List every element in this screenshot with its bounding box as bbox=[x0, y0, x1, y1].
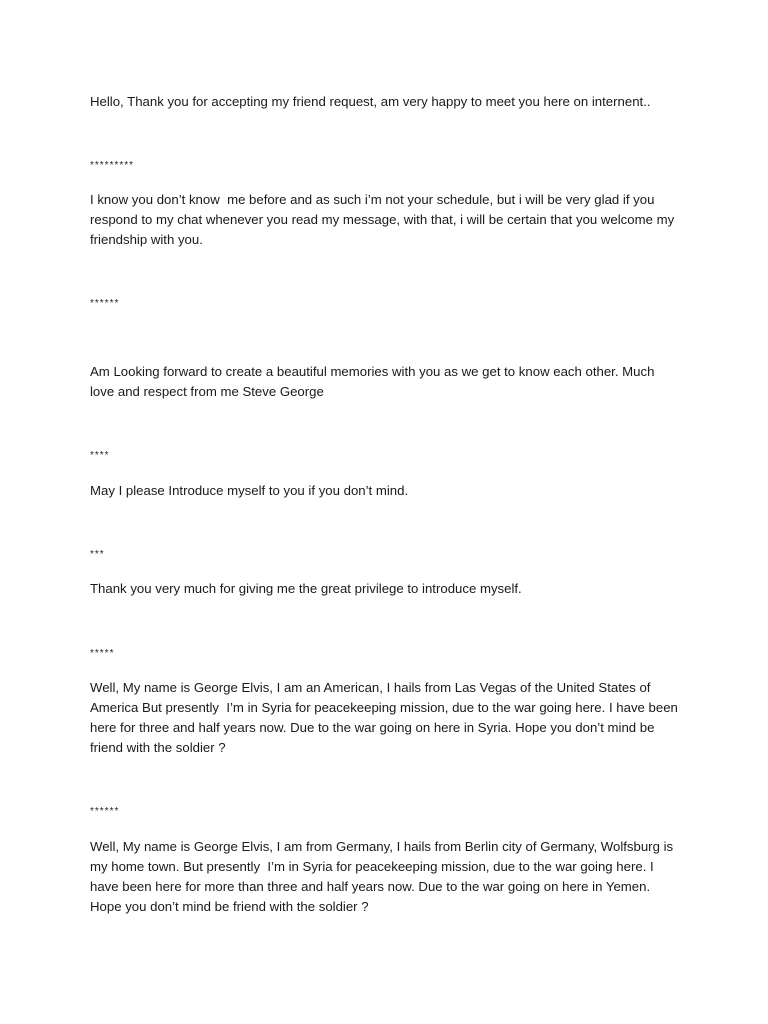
separator-stars-4: *** bbox=[90, 549, 105, 560]
germany-intro-paragraph: Well, My name is George Elvis, I am from Germany, I hails from Berlin city of Germany, Wolfsburg is my home town. But presently I’m in Syria for peacekeeping mission, due to the war going here. I have been here for more than three and half years now. Due to the war going on here in Yemen. Hope you don’t mind be friend with the soldier ? bbox=[90, 839, 677, 914]
introduce-request-paragraph: May I please Introduce myself to you if you don’t mind. bbox=[90, 483, 409, 498]
separator-stars-3: **** bbox=[90, 450, 110, 461]
separator-stars-6: ****** bbox=[90, 806, 120, 817]
thanks-paragraph: Thank you very much for giving me the great privilege to introduce myself. bbox=[90, 581, 522, 596]
separator-stars-1: ********* bbox=[90, 160, 135, 171]
american-intro-paragraph: Well, My name is George Elvis, I am an American, I hails from Las Vegas of the United States of America But presently I’m in Syria for peacekeeping mission, due to the war going here. I have been here for three and half years now. Due to the war going on here in Syria. Hope you don’t mind be friend with the soldier ? bbox=[90, 680, 682, 755]
greeting-paragraph: Hello, Thank you for accepting my friend request, am very happy to meet you here on internent.. bbox=[90, 94, 651, 109]
memories-paragraph: Am Looking forward to create a beautiful memories with you as we get to know each other. Much love and respect from me Steve George bbox=[90, 364, 659, 399]
intro-request-paragraph: I know you don’t know me before and as such i’m not your schedule, but i will be very glad if you respond to my chat whenever you read my message, with that, i will be certain that you welcome my friendship with you. bbox=[90, 192, 678, 247]
separator-stars-5: ***** bbox=[90, 648, 115, 659]
separator-stars-2: ****** bbox=[90, 298, 120, 309]
